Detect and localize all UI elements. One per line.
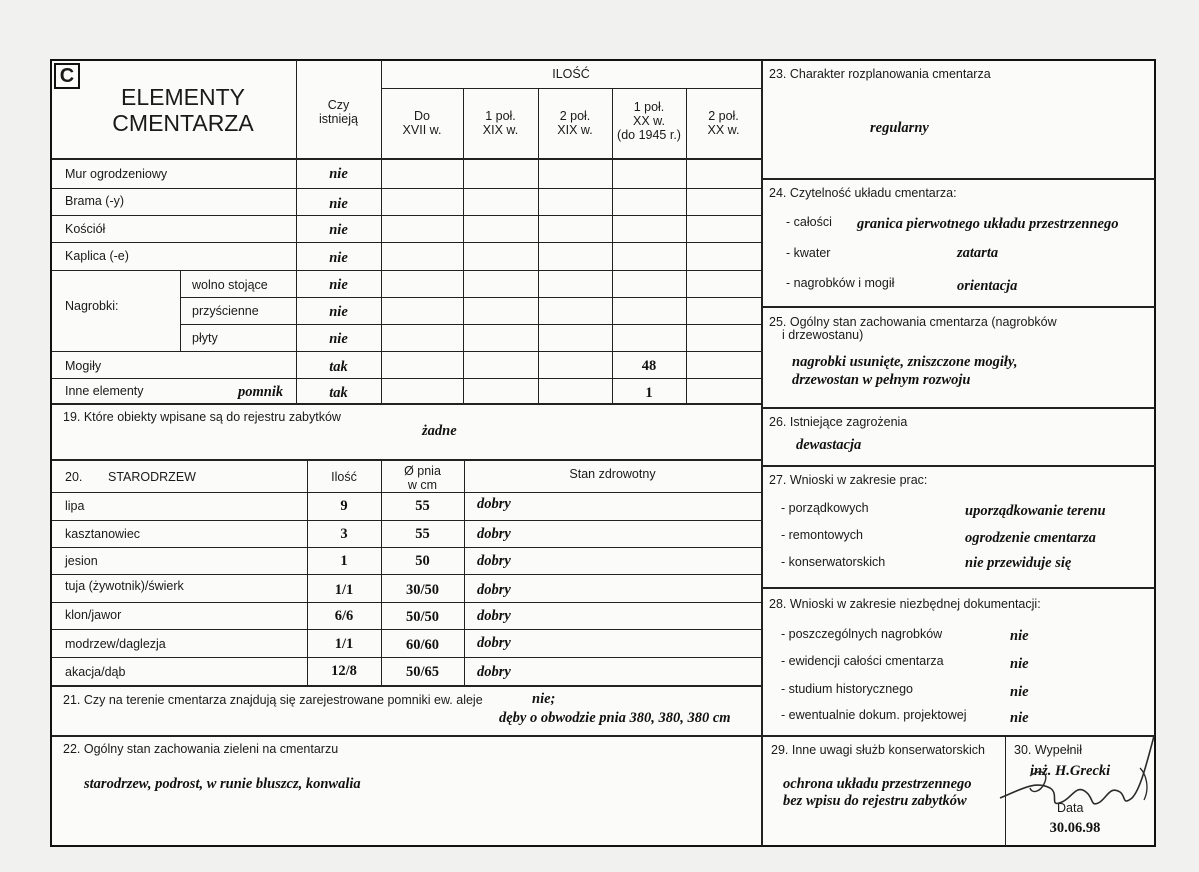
element-label-kaplica: Kaplica (-e) <box>65 249 129 263</box>
element-exists-mogily: tak <box>329 359 348 375</box>
tree-qty: 1/1 <box>334 636 354 652</box>
q21-value-2: dęby o obwodzie pnia 380, 380, 380 cm <box>499 710 731 726</box>
element-label-przyscienne: przyścienne <box>192 304 259 318</box>
header-period-5 <box>686 109 761 137</box>
tree-qty: 3 <box>340 526 348 542</box>
period-5-line1: 2 poł. <box>708 109 739 123</box>
form-title-line1: ELEMENTY <box>121 84 245 110</box>
element-exists-mur: nie <box>329 166 348 182</box>
tree-qty: 12/8 <box>331 663 357 679</box>
q28-label: 28. Wnioski w zakresie niezbędnej dokumentacji: <box>769 597 1041 611</box>
tree-diam: 55 <box>415 526 430 542</box>
q27-item-label-porzadkowych: - porządkowych <box>781 501 869 515</box>
element-label-kosciol: Kościół <box>65 222 106 236</box>
tree-qty: 6/6 <box>334 608 354 624</box>
q27-item-value-remontowych: ogrodzenie cmentarza <box>965 530 1096 546</box>
q21-value-1: nie; <box>532 691 556 707</box>
q24-item-value-calosci: granica pierwotnego układu przestrzennego <box>857 216 1119 232</box>
period-1-line2: XVII w. <box>402 123 442 137</box>
element-label-wolno-stojace: wolno stojące <box>192 278 268 292</box>
element-exists-wolno-stojace: nie <box>329 277 348 293</box>
element-exists-inne: tak <box>329 385 348 401</box>
signature-mark <box>990 728 1160 818</box>
q30-date: 30.06.98 <box>1049 820 1101 836</box>
element-label-plyty: płyty <box>192 331 218 345</box>
element-count-inne: 1 <box>645 385 653 401</box>
q27-item-value-konserwatorskich: nie przewiduje się <box>965 555 1072 571</box>
tree-name: klon/jawor <box>65 608 122 622</box>
header-ilosc: ILOŚĆ <box>552 67 590 81</box>
q29-label: 29. Inne uwagi służb konserwatorskich <box>771 743 986 757</box>
tree-qty: 9 <box>340 498 348 514</box>
q20-title: STARODRZEW <box>108 470 196 484</box>
q24-label: 24. Czytelność układu cmentarza: <box>769 186 957 200</box>
q28-item-value-4: nie <box>1010 710 1029 726</box>
q30-label: 30. Wypełnił <box>1014 743 1082 757</box>
q28-item-label-4: - ewentualnie dokum. projektowej <box>781 708 967 722</box>
element-inne-value: pomnik <box>238 384 284 400</box>
q19-value: żadne <box>422 423 457 439</box>
q29-value-1: ochrona układu przestrzennego <box>783 776 972 792</box>
tree-state: dobry <box>477 496 511 512</box>
q28-item-label-1: - poszczególnych nagrobków <box>781 627 943 641</box>
period-2-line2: XIX w. <box>482 123 519 137</box>
period-3-line2: XIX w. <box>557 123 593 137</box>
q25-label-2: i drzewostanu) <box>782 328 864 342</box>
form-title-line2: CMENTARZA <box>112 110 254 136</box>
q20-col-pnia-line1: Ø pnia <box>404 464 441 478</box>
q21-label: 21. Czy na terenie cmentarza znajdują się zarejestrowane pomniki ew. aleje <box>63 693 483 707</box>
header-period-1 <box>381 109 463 137</box>
tree-state: dobry <box>477 664 511 680</box>
tree-diam: 60/60 <box>405 637 440 653</box>
q27-item-value-porzadkowych: uporządkowanie terenu <box>965 503 1106 519</box>
tree-name: tuja (żywotnik)/świerk <box>65 579 184 593</box>
element-exists-kosciol: nie <box>329 222 348 238</box>
q26-label: 26. Istniejące zagrożenia <box>769 415 908 429</box>
tree-name: akacja/dąb <box>65 665 126 679</box>
period-4-line3: (do 1945 r.) <box>617 128 681 142</box>
element-label-brama: Brama (-y) <box>65 194 125 208</box>
period-4-line1: 1 poł. <box>633 100 665 114</box>
q20-col-pnia <box>381 464 464 492</box>
q27-label: 27. Wnioski w zakresie prac: <box>769 473 928 487</box>
tree-diam: 50/50 <box>405 609 440 625</box>
element-count-mogily: 48 <box>641 358 657 374</box>
element-label-inne: Inne elementy <box>65 384 144 398</box>
tree-state: dobry <box>477 635 511 651</box>
element-label-mogily: Mogiły <box>65 359 102 373</box>
tree-qty: 1/1 <box>334 582 354 598</box>
q30-name: inż. H.Grecki <box>1030 763 1111 779</box>
header-period-4 <box>612 100 686 142</box>
element-exists-przyscienne: nie <box>329 304 348 320</box>
period-3-line1: 2 poł. <box>559 109 591 123</box>
q25-value-2: drzewostan w pełnym rozwoju <box>792 372 971 388</box>
q19-label: 19. Które obiekty wpisane są do rejestru zabytków <box>63 410 341 424</box>
header-period-2 <box>463 109 538 137</box>
period-2-line1: 1 poł. <box>485 109 516 123</box>
q28-item-value-1: nie <box>1010 628 1029 644</box>
element-exists-plyty: nie <box>329 331 348 347</box>
tree-qty: 1 <box>340 553 348 569</box>
tree-state: dobry <box>477 582 511 598</box>
q29-value-2: bez wpisu do rejestru zabytków <box>783 793 967 809</box>
q23-value: regularny <box>870 120 929 136</box>
tree-name: lipa <box>65 499 85 513</box>
q20-col-ilosc: Ilość <box>331 470 357 484</box>
header-czy-line1: Czy <box>327 98 350 112</box>
q22-label: 22. Ogólny stan zachowania zieleni na cmentarzu <box>63 742 339 756</box>
header-czy-line2: istnieją <box>319 112 358 126</box>
header-czy-istnieja <box>296 98 381 126</box>
period-5-line2: XX w. <box>707 123 740 137</box>
nagrobki-label: Nagrobki: <box>65 299 119 313</box>
q20-col-stan: Stan zdrowotny <box>569 467 656 481</box>
header-period-3 <box>538 109 612 137</box>
q28-item-value-3: nie <box>1010 684 1029 700</box>
tree-diam: 50/65 <box>405 664 440 680</box>
q23-label: 23. Charakter rozplanowania cmentarza <box>769 67 991 81</box>
q26-value: dewastacja <box>796 437 862 453</box>
tree-name: kasztanowiec <box>65 527 141 541</box>
tree-state: dobry <box>477 526 511 542</box>
q25-value-1: nagrobki usunięte, zniszczone mogiły, <box>792 354 1018 370</box>
q20-col-pnia-line2: w cm <box>407 478 438 492</box>
element-label-mur: Mur ogrodzeniowy <box>65 167 168 181</box>
q24-item-value-kwater: zatarta <box>957 245 999 261</box>
period-4-line2: XX w. <box>633 114 665 128</box>
tree-name: modrzew/daglezja <box>65 637 166 651</box>
q27-item-label-remontowych: - remontowych <box>781 528 863 542</box>
q24-item-label-kwater: - kwater <box>786 246 831 260</box>
section-letter-box: C <box>54 63 80 89</box>
q30-date-label: Data <box>1057 801 1084 815</box>
element-exists-brama: nie <box>329 196 348 212</box>
q24-item-value-nagrobkow: orientacja <box>957 278 1018 294</box>
q28-item-label-3: - studium historycznego <box>781 682 914 696</box>
q20-number: 20. <box>65 470 83 484</box>
q24-item-label-calosci: - całości <box>786 215 832 229</box>
q28-item-value-2: nie <box>1010 656 1029 672</box>
tree-name: jesion <box>65 554 98 568</box>
element-exists-kaplica: nie <box>329 250 348 266</box>
form-title <box>88 84 278 136</box>
tree-diam: 55 <box>415 498 430 514</box>
q24-item-label-nagrobkow: - nagrobków i mogił <box>786 276 895 290</box>
q25-label-1: 25. Ogólny stan zachowania cmentarza (nagrobków <box>769 315 1057 329</box>
tree-state: dobry <box>477 553 511 569</box>
tree-diam: 30/50 <box>405 582 440 598</box>
tree-diam: 50 <box>415 553 430 569</box>
q27-item-label-konserwatorskich: - konserwatorskich <box>781 555 886 569</box>
period-1-line1: Do <box>414 109 430 123</box>
q28-item-label-2: - ewidencji całości cmentarza <box>781 654 944 668</box>
q22-value: starodrzew, podrost, w runie bluszcz, konwalia <box>84 776 361 792</box>
tree-state: dobry <box>477 608 511 624</box>
